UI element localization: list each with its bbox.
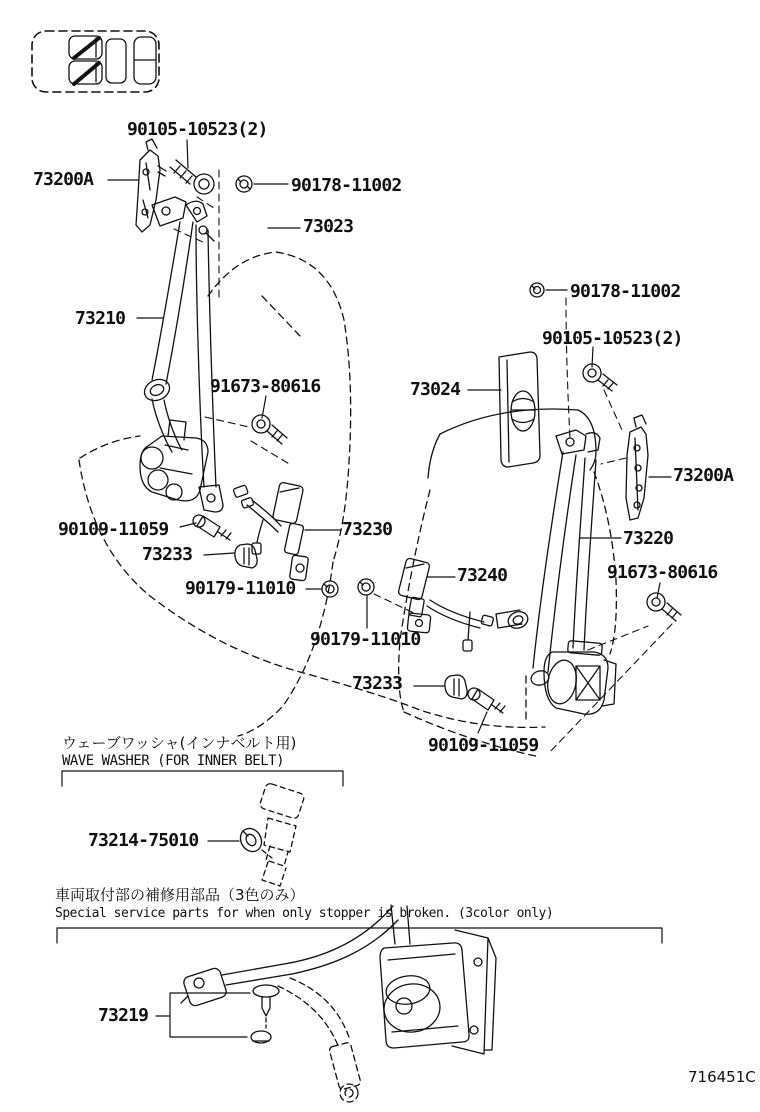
- special-service-title-en: Special service parts for when only stopper is broken. (3color only): [55, 906, 554, 921]
- right-anchor-bolt-drawing: [647, 593, 681, 621]
- callout-90105-10523-right: 90105-10523(2): [542, 328, 683, 349]
- vehicle-top-view-icon: [32, 31, 159, 92]
- left-seat-outline: [79, 252, 545, 736]
- callout-90109-11059-left: 90109-11059: [58, 519, 169, 540]
- right-belt-anchor-hardware: [556, 430, 600, 454]
- callout-73240: 73240: [457, 565, 508, 586]
- callout-73023: 73023: [303, 216, 354, 237]
- right-retractor-drawing: [544, 641, 616, 715]
- page-code: 716451C: [688, 1068, 756, 1086]
- callout-73220: 73220: [623, 528, 674, 549]
- callout-73219: 73219: [98, 1005, 149, 1026]
- left-belt-anchor-hardware: [152, 197, 214, 241]
- callout-73200A-left: 73200A: [33, 169, 94, 190]
- callout-73024: 73024: [410, 379, 461, 400]
- right-height-adjuster-drawing: [626, 415, 648, 520]
- callout-73230: 73230: [342, 519, 393, 540]
- special-service-section-drawing: [57, 905, 662, 1102]
- callout-73200A-right: 73200A: [673, 465, 734, 486]
- stopper-pin-drawing: [251, 985, 279, 1043]
- left-adjuster-bolt-drawing: [170, 160, 214, 194]
- right-clip-drawing: [445, 675, 467, 699]
- special-service-title-jp: 車両取付部の補修用部品（3色のみ）: [55, 886, 305, 904]
- callout-73233-right: 73233: [352, 673, 403, 694]
- callout-90105-10523-left: 90105-10523(2): [127, 119, 268, 140]
- callout-90178-11002-left: 90178-11002: [291, 175, 402, 196]
- callout-90109-11059-right: 90109-11059: [428, 735, 539, 756]
- right-sensor-bolt-drawing: [468, 688, 505, 713]
- left-height-adjuster-drawing: [136, 139, 166, 232]
- service-belt-drawing: [181, 906, 398, 1102]
- callout-91673-80616-right: 91673-80616: [607, 562, 718, 583]
- service-retractor-drawing: [380, 905, 496, 1054]
- right-nut-drawing: [530, 283, 544, 297]
- left-nut-drawing: [236, 176, 252, 192]
- callout-91673-80616-left: 91673-80616: [210, 376, 321, 397]
- callout-90178-11002-right: 90178-11002: [570, 281, 681, 302]
- wave-washer-title-en: WAVE WASHER (FOR INNER BELT): [62, 753, 285, 769]
- left-anchor-bolt-drawing: [252, 415, 287, 444]
- callout-73210: 73210: [75, 308, 126, 329]
- callout-73214-75010: 73214-75010: [88, 830, 199, 851]
- wave-washer-section-drawing: [62, 771, 343, 886]
- right-pillar-trim-drawing: [499, 352, 540, 467]
- left-clip-drawing: [235, 544, 257, 568]
- callout-90179-11010-left: 90179-11010: [185, 578, 296, 599]
- left-sensor-bolt-drawing: [193, 515, 231, 540]
- right-seat-outline: [399, 409, 617, 757]
- callout-73233-left: 73233: [142, 544, 193, 565]
- wave-washer-title-jp: ウェーブワッシャ(インナベルト用): [62, 734, 297, 752]
- callout-90179-11010-right: 90179-11010: [310, 629, 421, 650]
- right-adjuster-bolt-drawing: [583, 364, 617, 391]
